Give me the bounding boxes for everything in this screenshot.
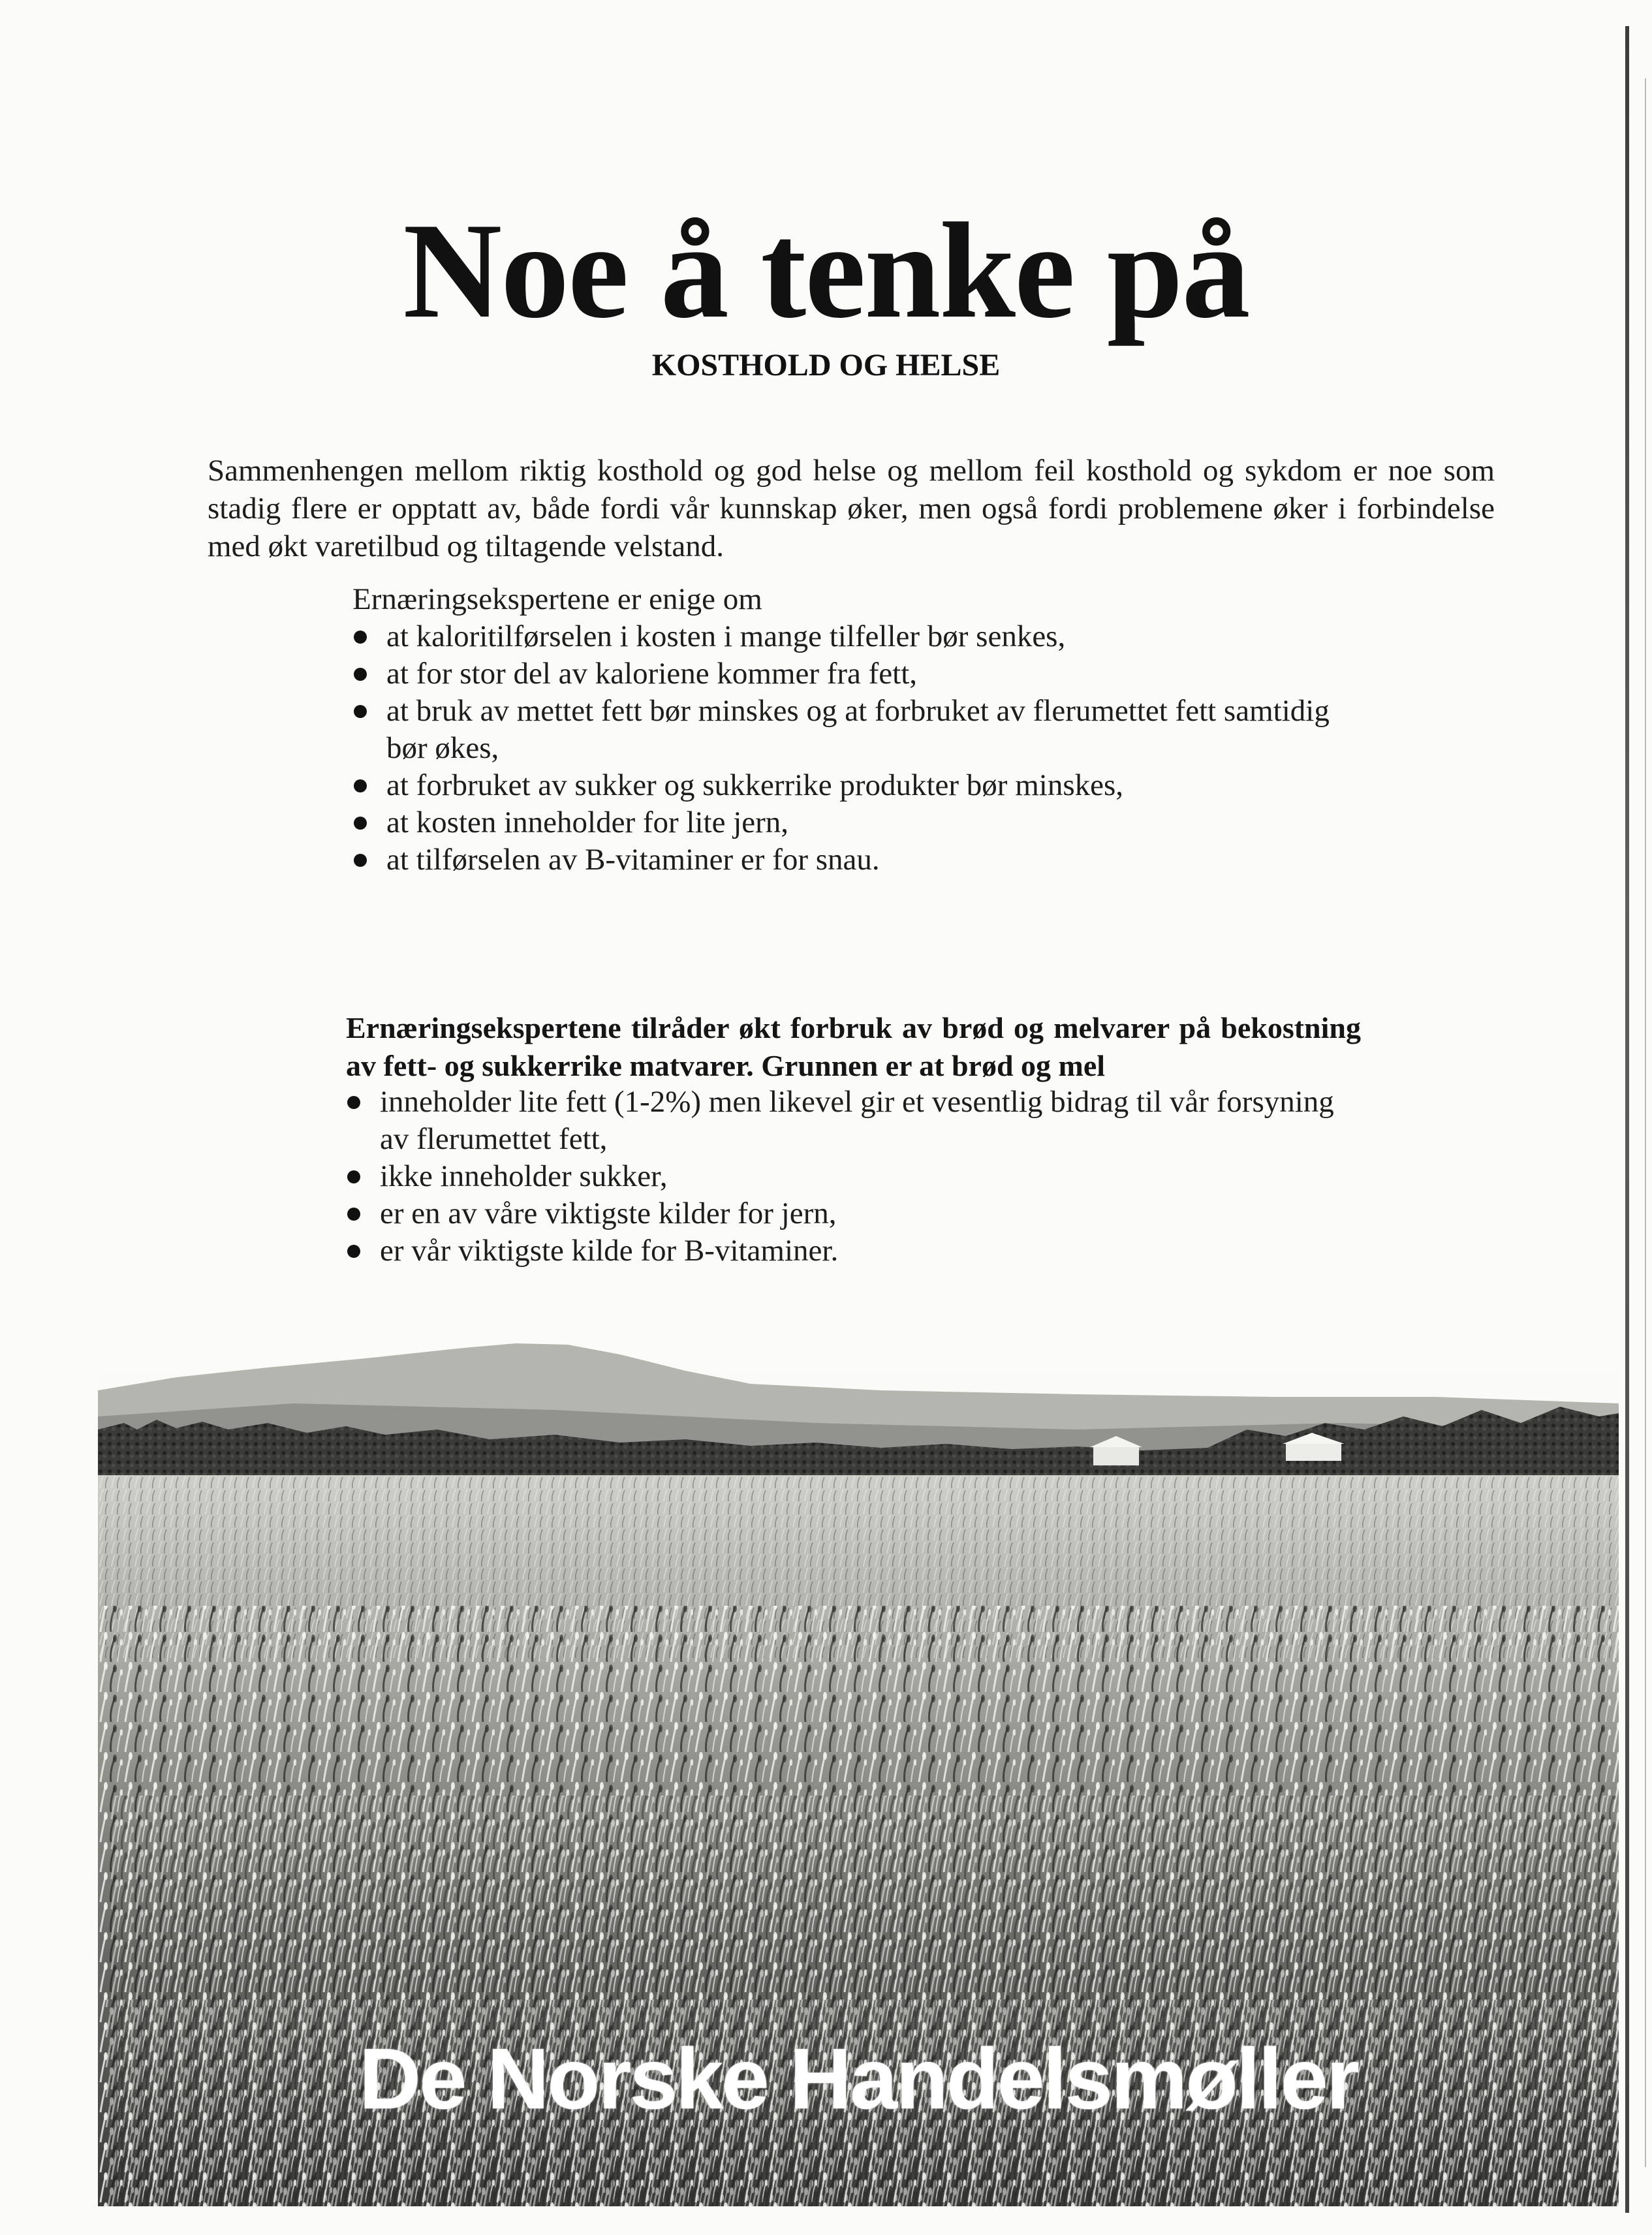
bullet-icon: [347, 1208, 360, 1221]
list-item: [346, 1232, 1361, 1270]
experts-lead: Ernæringsekspertene er enige om: [352, 582, 762, 616]
list-item-text: ikke inneholder sukker,: [380, 1159, 668, 1193]
barn-shape: [1286, 1443, 1341, 1461]
page-edge-line: [1645, 78, 1646, 2167]
list-item: [352, 804, 1371, 841]
page-subtitle: KOSTHOLD OG HELSE: [651, 348, 1001, 383]
list-item-text: er en av våre viktigste kilder for jern,: [380, 1196, 837, 1230]
bullet-icon: [354, 779, 367, 792]
list-item: [352, 693, 1371, 767]
recommendation-section: [346, 1084, 1361, 1270]
list-item-text: inneholder lite fett (1-2%) men likevel gir et vesentlig bidrag til vår forsyning av flerumettet fett,: [380, 1085, 1334, 1156]
list-item: [346, 1195, 1361, 1232]
page-title: Noe å tenke på: [403, 195, 1249, 347]
intro-paragraph: Sammenhengen mellom riktig kosthold og god helse og mellom feil kosthold og sykdom er noe som stadig flere er opptatt av, både fordi vår kunnskap øker, men også fordi problemene øker i forbindelse med økt varetilbud og tiltagende velstand.: [208, 454, 1495, 563]
list-item-text: at tilførselen av B-vitaminer er for snau.: [386, 843, 880, 877]
list-item: [346, 1158, 1361, 1195]
bullet-icon: [347, 1096, 360, 1109]
list-item-text: at kaloritilførselen i kosten i mange tilfeller bør senkes,: [386, 619, 1066, 653]
list-item: [352, 618, 1371, 655]
list-item: [352, 767, 1371, 804]
list-item: [352, 655, 1371, 693]
brand-logo-text: De Norske Handelsmøller: [358, 2031, 1358, 2127]
experts-list: [352, 618, 1371, 879]
bullet-icon: [354, 668, 367, 681]
bullet-icon: [354, 854, 367, 867]
bullet-icon: [354, 705, 367, 718]
list-item-text: er vår viktigste kilde for B-vitaminer.: [380, 1234, 839, 1268]
list-item-text: at kosten inneholder for lite jern,: [386, 805, 789, 839]
bullet-icon: [347, 1245, 360, 1258]
farmhouse-shape: [1093, 1446, 1139, 1465]
list-item: [352, 841, 1371, 879]
bullet-icon: [354, 631, 367, 644]
recommendation-list: [346, 1084, 1361, 1270]
list-item-text: at for stor del av kaloriene kommer fra fett,: [386, 657, 918, 691]
experts-section: [352, 581, 1371, 879]
list-item: [346, 1084, 1361, 1158]
bullet-icon: [347, 1170, 360, 1183]
list-item-text: at forbruket av sukker og sukkerrike produkter bør minskes,: [386, 768, 1124, 802]
recommendation-paragraph: Ernæringsekspertene tilråder økt forbruk av brød og melvarer på bekostning av fett- og sukkerrike matvarer. Grunnen er at brød og mel: [346, 1011, 1361, 1082]
list-item-text: at bruk av mettet fett bør minskes og at forbruket av flerumettet fett samtidig bør økes,: [386, 694, 1330, 765]
bullet-icon: [354, 817, 367, 830]
